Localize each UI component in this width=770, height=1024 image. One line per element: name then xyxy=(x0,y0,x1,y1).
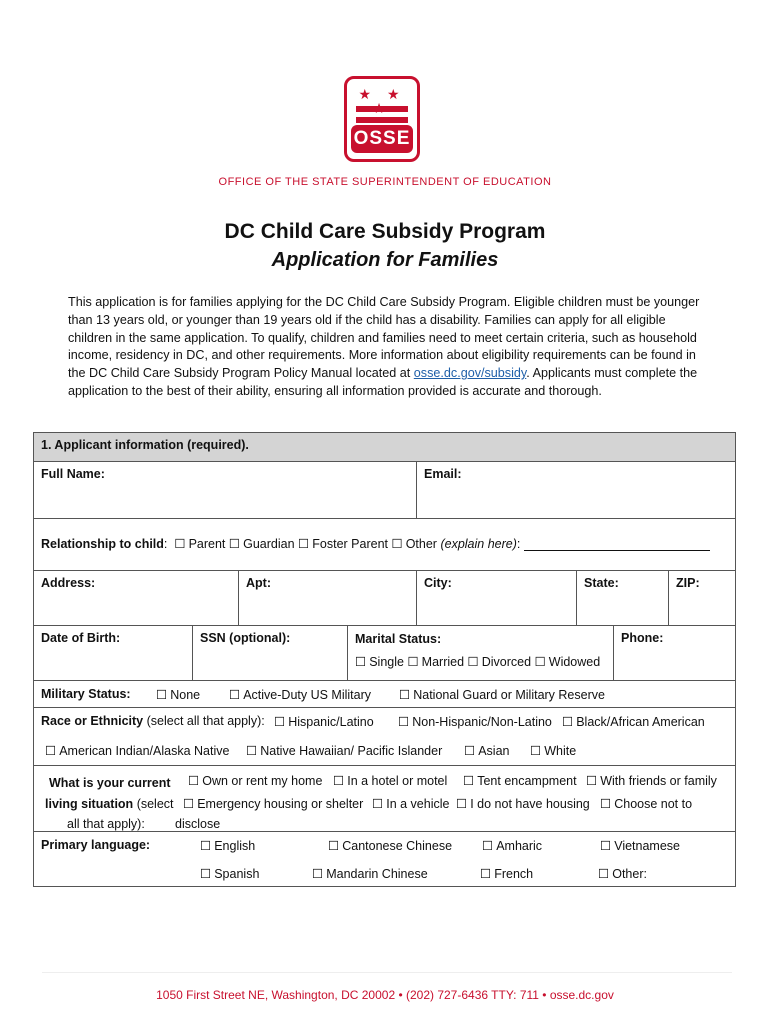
checkbox-active-duty[interactable]: ☐ Active-Duty US Military xyxy=(229,687,371,702)
checkbox-mandarin[interactable]: ☐ Mandarin Chinese xyxy=(312,866,428,881)
marital-options xyxy=(355,651,606,674)
living-label-bold: living situation xyxy=(45,797,134,811)
checkbox-other[interactable]: ☐ Other xyxy=(391,537,436,551)
ssn-label: SSN (optional): xyxy=(200,631,291,645)
email-label: Email: xyxy=(424,467,462,481)
checkbox-english[interactable]: ☐ English xyxy=(200,838,255,853)
checkbox-divorced[interactable]: ☐ Divorced xyxy=(468,655,532,669)
primary-language-label: Primary language: xyxy=(41,838,151,852)
checkbox-foster-parent[interactable]: ☐ Foster Parent xyxy=(298,537,388,551)
address-row xyxy=(34,570,735,625)
marital-status-label: Marital Status: xyxy=(355,632,442,646)
checkbox-widowed[interactable]: ☐ Widowed xyxy=(535,655,601,669)
checkbox-hispanic[interactable]: ☐ Hispanic/Latino xyxy=(274,714,374,729)
page-title: DC Child Care Subsidy Program xyxy=(224,220,546,243)
office-name: OFFICE OF THE STATE SUPERINTENDENT OF EDUCATION xyxy=(218,176,552,188)
dob-label: Date of Birth: xyxy=(41,631,121,645)
military-row xyxy=(34,680,735,707)
primary-language-row xyxy=(34,831,735,886)
checkbox-non-hispanic[interactable]: ☐ Non-Hispanic/Non-Latino xyxy=(398,714,552,729)
footer-divider xyxy=(42,972,732,973)
checkbox-vietnamese[interactable]: ☐ Vietnamese xyxy=(600,838,680,853)
checkbox-single[interactable]: ☐ Single xyxy=(355,655,404,669)
intro-paragraph xyxy=(68,294,708,401)
city-label: City: xyxy=(424,576,452,590)
footer-address: 1050 First Street NE, Washington, DC 20002 • (202) 727-6436 TTY: 711 • osse.dc.gov xyxy=(156,988,614,1002)
relationship-line xyxy=(41,536,710,551)
apt-field[interactable] xyxy=(238,571,416,625)
checkbox-guardian[interactable]: ☐ Guardian xyxy=(229,537,295,551)
race-row xyxy=(34,707,735,765)
living-label-select: (select xyxy=(136,797,174,811)
checkbox-french[interactable]: ☐ French xyxy=(480,866,533,881)
checkbox-hotel-motel[interactable]: ☐ In a hotel or motel xyxy=(333,773,447,788)
address-field[interactable] xyxy=(34,571,238,625)
checkbox-black[interactable]: ☐ Black/African American xyxy=(562,714,705,729)
logo-wordmark: OSSE xyxy=(351,125,413,153)
apt-label: Apt: xyxy=(246,576,271,590)
checkbox-tent[interactable]: ☐ Tent encampment xyxy=(463,773,577,788)
checkbox-asian[interactable]: ☐ Asian xyxy=(464,743,510,758)
address-label: Address: xyxy=(41,576,96,590)
state-label: State: xyxy=(584,576,619,590)
checkbox-own-rent[interactable]: ☐ Own or rent my home xyxy=(188,773,322,788)
checkbox-married[interactable]: ☐ Married xyxy=(407,655,464,669)
section-header: 1. Applicant information (required). xyxy=(34,433,735,461)
checkbox-native-hawaiian[interactable]: ☐ Native Hawaiian/ Pacific Islander xyxy=(246,743,442,758)
osse-logo xyxy=(344,76,420,162)
checkbox-cantonese[interactable]: ☐ Cantonese Chinese xyxy=(328,838,452,853)
dob-field[interactable] xyxy=(34,626,192,680)
dob-row xyxy=(34,625,735,680)
checkbox-friends-family[interactable]: ☐ With friends or family xyxy=(586,773,717,788)
checkbox-american-indian[interactable]: ☐ American Indian/Alaska Native xyxy=(45,743,229,758)
page-subtitle: Application for Families xyxy=(271,249,499,271)
living-label-line2 xyxy=(45,797,174,811)
marital-status-field xyxy=(347,626,613,680)
phone-field[interactable] xyxy=(613,626,735,680)
race-label-group xyxy=(41,714,265,728)
other-note: (explain here) xyxy=(440,537,517,551)
checkbox-national-guard[interactable]: ☐ National Guard or Military Reserve xyxy=(399,687,605,702)
living-situation-row xyxy=(34,765,735,831)
living-label-line1: What is your current xyxy=(49,776,171,790)
military-status-label: Military Status: xyxy=(41,687,131,701)
living-label-line3: all that apply): xyxy=(67,817,145,831)
choose-not-continuation: disclose xyxy=(175,817,221,831)
other-explain-input[interactable] xyxy=(524,538,710,551)
intro-text: This application is for families applying for the DC Child Care Subsidy Program. Eligible children must be younger than 13 years old, or younger than 19 years old if the child has a disability. Families can apply for all eligible children in the same application. To qualify, children and families need to meet certain criteria, such as household income, residency in DC, and other requirements. More information about eligibility requirements can be found in the DC Child Care Subsidy Program Policy Manual located at xyxy=(68,295,700,381)
ssn-field[interactable] xyxy=(192,626,347,680)
other-colon: : xyxy=(516,537,521,551)
email-field[interactable] xyxy=(416,462,735,518)
checkbox-amharic[interactable]: ☐ Amharic xyxy=(482,838,542,853)
checkbox-no-housing[interactable]: ☐ I do not have housing xyxy=(456,796,590,811)
race-note: (select all that apply): xyxy=(146,714,265,728)
state-field[interactable] xyxy=(576,571,668,625)
name-email-row xyxy=(34,461,735,518)
logo-stripe xyxy=(356,106,408,112)
checkbox-choose-not[interactable]: ☐ Choose not to xyxy=(600,796,692,811)
intro-text-end: . Applicants must complete the application to the best of their ability, ensuring all information provided is accurate and thorough. xyxy=(68,366,698,398)
subsidy-link[interactable]: osse.dc.gov/subsidy xyxy=(413,366,527,381)
race-label: Race or Ethnicity xyxy=(41,714,144,728)
checkbox-emergency-housing[interactable]: ☐ Emergency housing or shelter xyxy=(183,796,363,811)
checkbox-vehicle[interactable]: ☐ In a vehicle xyxy=(372,796,449,811)
logo-stripe xyxy=(356,117,408,123)
checkbox-white[interactable]: ☐ White xyxy=(530,743,576,758)
stars-icon: ★ ★ xyxy=(358,86,406,102)
full-name-field[interactable] xyxy=(34,462,416,518)
relationship-colon: : xyxy=(163,537,168,551)
zip-label: ZIP: xyxy=(676,576,700,590)
relationship-label: Relationship to child xyxy=(41,537,164,551)
checkbox-parent[interactable]: ☐ Parent xyxy=(174,537,225,551)
checkbox-spanish[interactable]: ☐ Spanish xyxy=(200,866,259,881)
applicant-info-form xyxy=(33,432,736,887)
city-field[interactable] xyxy=(416,571,576,625)
phone-label: Phone: xyxy=(621,631,664,645)
relationship-row xyxy=(34,518,735,570)
checkbox-none[interactable]: ☐ None xyxy=(156,687,200,702)
zip-field[interactable] xyxy=(668,571,735,625)
full-name-label: Full Name: xyxy=(41,467,105,481)
checkbox-other-language[interactable]: ☐ Other: xyxy=(598,866,647,881)
